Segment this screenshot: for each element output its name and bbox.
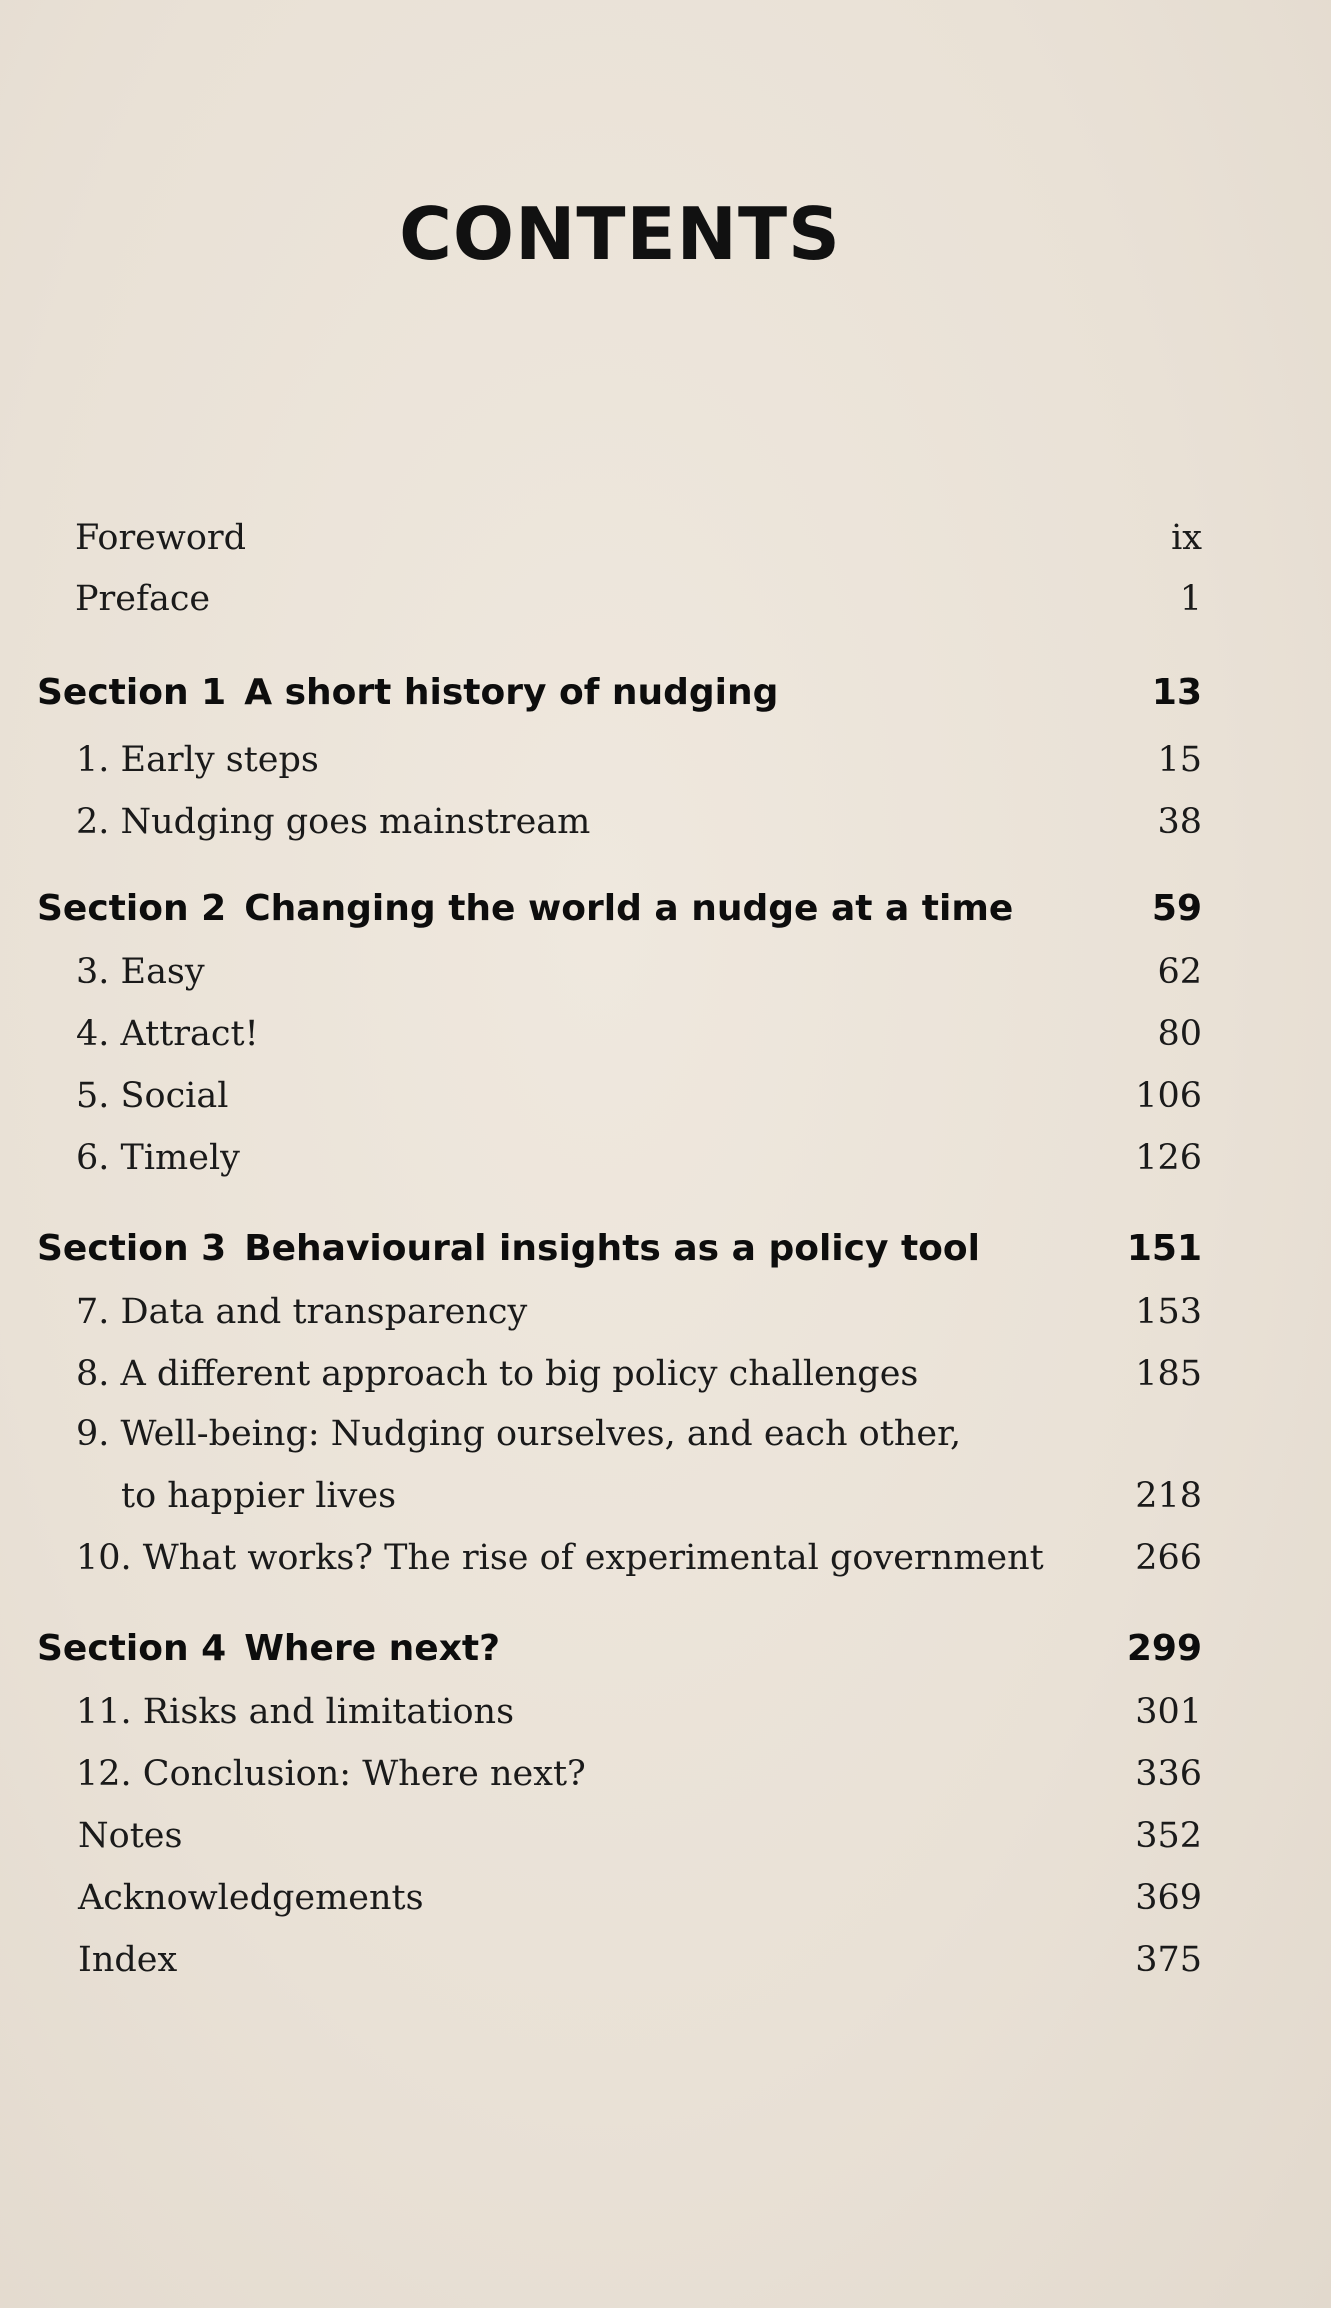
section-title: A short history of nudging (244, 672, 779, 713)
section-number: Section 2 (37, 888, 227, 929)
entry-label: 3. Easy (76, 952, 205, 992)
section-page-number: 151 (1126, 1228, 1202, 1269)
toc-entry-preface (0, 579, 1331, 635)
page-title: CONTENTS (399, 192, 841, 276)
entry-label-continuation: to happier lives (121, 1476, 397, 1516)
toc-entry (0, 952, 1331, 1008)
toc-entry (0, 1692, 1331, 1748)
toc-entry (0, 1354, 1331, 1410)
section-number: Section 4 (37, 1628, 227, 1669)
toc-entry (0, 1076, 1331, 1132)
entry-page-number: 80 (1157, 1014, 1202, 1054)
section-heading-2 (0, 888, 1331, 944)
toc-entry (0, 1538, 1331, 1594)
entry-label: 2. Nudging goes mainstream (76, 802, 591, 842)
section-heading-3 (0, 1228, 1331, 1284)
entry-label: Foreword (75, 518, 247, 558)
section-number: Section 1 (37, 672, 227, 713)
section-heading-label (37, 1628, 500, 1669)
entry-page-number: 153 (1135, 1292, 1202, 1332)
toc-entry-continuation (0, 1476, 1331, 1532)
entry-page-number: 38 (1157, 802, 1202, 842)
toc-entry (0, 802, 1331, 858)
entry-page-number: 15 (1157, 740, 1202, 780)
toc-entry (0, 1292, 1331, 1348)
section-page-number: 59 (1151, 888, 1202, 929)
entry-label: Preface (75, 579, 211, 619)
toc-entry-index (0, 1940, 1331, 1996)
entry-page-number: 106 (1135, 1076, 1202, 1116)
toc-entry-notes (0, 1816, 1331, 1872)
entry-label: Index (78, 1940, 178, 1980)
entry-page-number: 369 (1135, 1878, 1202, 1918)
entry-label: 7. Data and transparency (76, 1292, 528, 1332)
entry-page-number: 266 (1135, 1538, 1202, 1578)
section-heading-label (37, 672, 778, 713)
entry-label: Notes (78, 1816, 183, 1856)
section-number: Section 3 (37, 1228, 227, 1269)
section-page-number: 299 (1126, 1628, 1202, 1669)
section-heading-label (37, 888, 1013, 929)
entry-page-number: 126 (1135, 1138, 1202, 1178)
entry-label: 1. Early steps (76, 740, 319, 780)
section-title: Where next? (244, 1628, 501, 1669)
section-heading-1 (0, 672, 1331, 728)
toc-entry (0, 1014, 1331, 1070)
entry-label: 9. Well-being: Nudging ourselves, and each other, (76, 1414, 962, 1454)
entry-page-number: 352 (1135, 1816, 1202, 1856)
toc-entry (0, 1414, 1331, 1470)
entry-label: 6. Timely (76, 1138, 240, 1178)
entry-page-number: 301 (1135, 1692, 1202, 1732)
toc-entry (0, 1138, 1331, 1194)
entry-page-number: 62 (1157, 952, 1202, 992)
entry-label: Acknowledgements (78, 1878, 424, 1918)
entry-page-number: 185 (1135, 1354, 1202, 1394)
section-title: Behavioural insights as a policy tool (244, 1228, 980, 1269)
toc-entry (0, 740, 1331, 796)
entry-page-number: 1 (1179, 579, 1202, 619)
entry-page-number: 336 (1135, 1754, 1202, 1794)
section-page-number: 13 (1151, 672, 1202, 713)
entry-label: 4. Attract! (76, 1014, 259, 1054)
entry-label: 10. What works? The rise of experimental government (76, 1538, 1044, 1578)
entry-label: 12. Conclusion: Where next? (76, 1754, 586, 1794)
toc-entry (0, 1754, 1331, 1810)
entry-page-number: 218 (1135, 1476, 1202, 1516)
entry-page-number: ix (1171, 518, 1202, 558)
toc-entry-acknowledgements (0, 1878, 1331, 1934)
toc-entry-foreword (0, 518, 1331, 574)
section-title: Changing the world a nudge at a time (244, 888, 1014, 929)
section-heading-label (37, 1228, 980, 1269)
entry-label: 8. A different approach to big policy challenges (76, 1354, 919, 1394)
entry-label: 11. Risks and limitations (76, 1692, 515, 1732)
entry-page-number: 375 (1135, 1940, 1202, 1980)
entry-label: 5. Social (76, 1076, 229, 1116)
section-heading-4 (0, 1628, 1331, 1684)
